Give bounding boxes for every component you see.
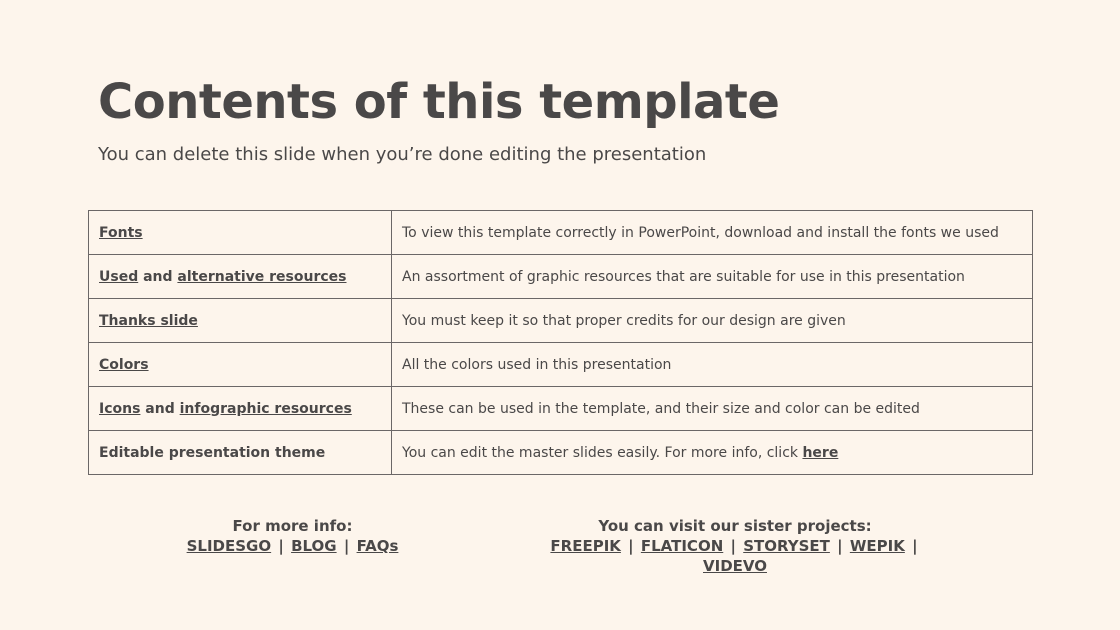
footer-sister-projects-links <box>520 536 950 576</box>
footer-link-blog[interactable]: BLOG <box>291 537 337 555</box>
table-cell-description <box>392 255 1033 299</box>
footer-more-info <box>150 516 435 556</box>
description-text: To view this template correctly in PowerPoint, download and install the fonts we used <box>402 224 999 241</box>
link-separator: | <box>343 537 350 555</box>
resource-link[interactable]: Fonts <box>99 224 143 241</box>
table-cell-description <box>392 431 1033 475</box>
label-text: and <box>140 400 180 417</box>
description-text: You must keep it so that proper credits for our design are given <box>402 312 846 329</box>
table-cell-label <box>89 211 392 255</box>
table-cell-label <box>89 431 392 475</box>
description-text: These can be used in the template, and their size and color can be edited <box>402 400 920 417</box>
resource-link[interactable]: Thanks slide <box>99 312 198 329</box>
resource-link[interactable]: Used <box>99 268 139 285</box>
footer-link-storyset[interactable]: STORYSET <box>743 537 830 555</box>
table-row <box>89 299 1033 343</box>
description-text: All the colors used in this presentation <box>402 356 672 373</box>
label-text: and <box>138 268 178 285</box>
resource-link[interactable]: Colors <box>99 356 149 373</box>
resource-link[interactable]: alternative resources <box>177 268 347 285</box>
link-separator: | <box>912 537 918 555</box>
table-row <box>89 431 1033 475</box>
footer-link-freepik[interactable]: FREEPIK <box>550 537 621 555</box>
table-cell-description <box>392 211 1033 255</box>
table-row <box>89 343 1033 387</box>
link-separator: | <box>730 537 736 555</box>
table-row <box>89 211 1033 255</box>
table-row <box>89 387 1033 431</box>
table-cell-label <box>89 343 392 387</box>
table-row <box>89 255 1033 299</box>
resource-link[interactable]: infographic resources <box>179 400 352 417</box>
footer-link-videvo[interactable]: VIDEVO <box>703 557 767 575</box>
page-title: Contents of this template <box>98 74 780 130</box>
table-cell-label <box>89 387 392 431</box>
footer-link-faqs[interactable]: FAQs <box>356 537 399 555</box>
page-subtitle: You can delete this slide when you’re done editing the presentation <box>98 144 707 165</box>
footer-sister-projects <box>520 516 950 576</box>
table-cell-label <box>89 255 392 299</box>
description-text: An assortment of graphic resources that are suitable for use in this presentation <box>402 268 965 285</box>
footer-sister-projects-heading: You can visit our sister projects: <box>598 517 872 535</box>
resource-link[interactable]: Icons <box>99 400 141 417</box>
link-separator: | <box>278 537 284 555</box>
table-cell-description <box>392 299 1033 343</box>
label-text: Editable presentation theme <box>99 444 326 461</box>
footer-link-flaticon[interactable]: FLATICON <box>640 537 724 555</box>
here-link[interactable]: here <box>802 444 839 461</box>
table-cell-description <box>392 343 1033 387</box>
table-cell-description <box>392 387 1033 431</box>
contents-table <box>88 210 1033 475</box>
link-separator: | <box>837 537 843 555</box>
contents-table-body <box>89 211 1033 475</box>
footer-link-wepik[interactable]: WEPIK <box>849 537 905 555</box>
footer-link-slidesgo[interactable]: SLIDESGO <box>186 537 272 555</box>
footer-more-info-links <box>150 536 435 556</box>
table-cell-label <box>89 299 392 343</box>
footer-more-info-heading: For more info: <box>232 517 353 535</box>
description-text: You can edit the master slides easily. For more info, click <box>402 444 803 461</box>
link-separator: | <box>628 537 634 555</box>
